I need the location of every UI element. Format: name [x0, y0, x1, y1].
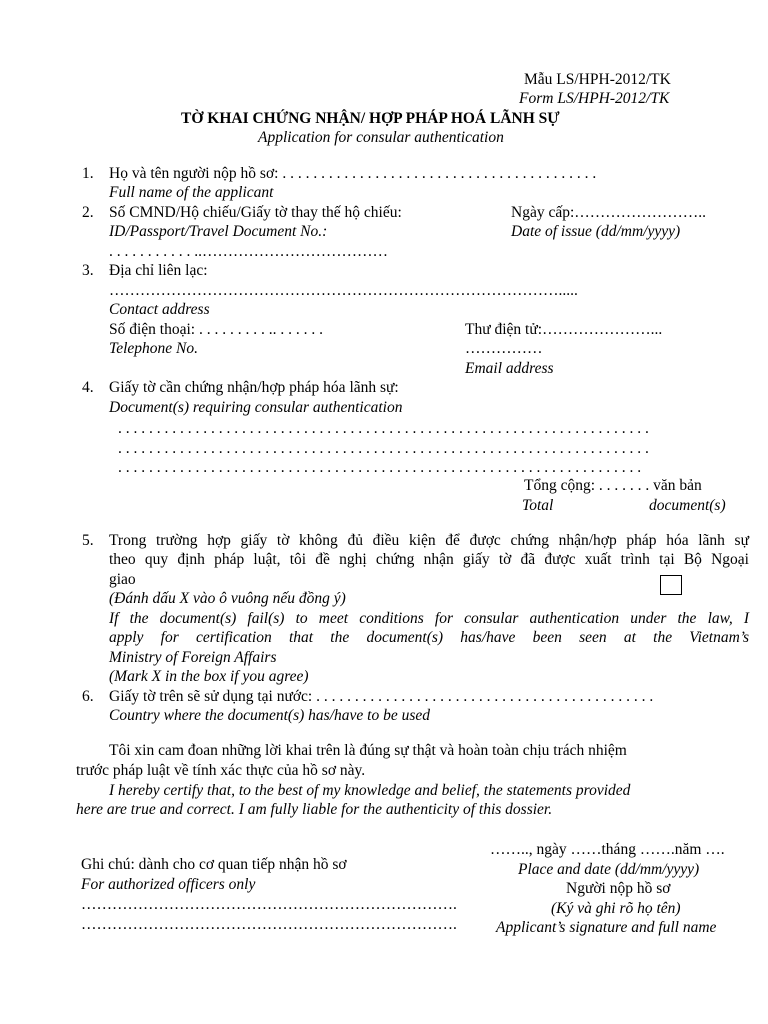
request-text-en-line-1: If the document(s) fail(s) to meet conditions for consular authentication under the law, I [109, 610, 749, 627]
declaration-en-line-1: I hereby certify that, to the best of my knowledge and belief, the statements provided [109, 782, 631, 799]
documents-line-2[interactable]: . . . . . . . . . . . . . . . . . . . . . . . . . . . . . . . . . . . . . . . . . . . . . . . . . . . . . . . . . . . . . . . . . . . . . [118, 440, 649, 457]
item-3-number: 3. [82, 262, 94, 279]
item-2-number: 2. [82, 204, 94, 221]
request-text-vi-line-3: giao [109, 571, 136, 588]
total-documents-field[interactable]: Tổng cộng: . . . . . . . văn bản [524, 477, 702, 494]
signature-note-vi: (Ký và ghi rõ họ tên) [551, 900, 681, 917]
form-code-vi: Mẫu LS/HPH-2012/TK [524, 71, 671, 88]
request-text-en-line-2: apply for certification that the document(s) has/have been seen at the Vietnam’s [109, 629, 749, 646]
id-number-field[interactable]: . . . . . . . . . . . ..……………………………… [109, 243, 388, 260]
place-date-field[interactable]: …….., ngày ……tháng …….năm …. [490, 841, 725, 858]
date-of-issue-field[interactable]: Ngày cấp:…………………….. [511, 204, 707, 221]
agree-checkbox[interactable] [660, 575, 682, 595]
documents-line-3[interactable]: . . . . . . . . . . . . . . . . . . . . . . . . . . . . . . . . . . . . . . . . . . . . . . . . . . . . . . . . . . . . . . . . . . . . [118, 459, 642, 476]
destination-country-field[interactable]: Giấy tờ trên sẽ sử dụng tại nước: . . . . . . . . . . . . . . . . . . . . . . . . . . . . . . . . . . . . . . . . . . . . [109, 688, 654, 705]
item-4-number: 4. [82, 379, 94, 396]
form-title-vi: TỜ KHAI CHỨNG NHẬN/ HỢP PHÁP HOÁ LÃNH SỰ [181, 110, 560, 127]
contact-address-label-en: Contact address [109, 301, 210, 318]
telephone-label-en: Telephone No. [109, 340, 198, 357]
request-text-vi-line-1: Trong trường hợp giấy tờ không đủ điều kiện để được chứng nhận/hợp pháp hóa lãnh sự [109, 532, 749, 549]
documents-line-1[interactable]: . . . . . . . . . . . . . . . . . . . . . . . . . . . . . . . . . . . . . . . . . . . . . . . . . . . . . . . . . . . . . . . . . . . . . [118, 420, 649, 437]
date-of-issue-label-en: Date of issue (dd/mm/yyyy) [511, 223, 681, 240]
request-text-en-line-3: Ministry of Foreign Affairs [109, 649, 277, 666]
official-note-line-2[interactable]: ………………………………………………………………. [81, 916, 457, 933]
telephone-field[interactable]: Số điện thoại: . . . . . . . . . .. . . . . . . [109, 321, 323, 338]
documents-label-en: Document(s) requiring consular authentication [109, 399, 403, 416]
id-number-label-vi: Số CMND/Hộ chiếu/Giấy tờ thay thế hộ chiếu: [109, 204, 402, 221]
documents-unit-label-en: document(s) [649, 497, 726, 514]
contact-address-label-vi: Địa chỉ liên lạc: [109, 262, 208, 279]
official-note-vi: Ghi chú: dành cho cơ quan tiếp nhận hồ sơ [81, 856, 347, 873]
email-field[interactable]: Thư điện tử:…………………... [465, 321, 663, 338]
checkbox-note-vi: (Đánh dấu X vào ô vuông nếu đồng ý) [109, 590, 346, 607]
applicant-label-vi: Người nộp hồ sơ [566, 880, 671, 897]
declaration-en-line-2: here are true and correct. I am fully liable for the authenticity of this dossier. [76, 801, 553, 818]
item-5-number: 5. [82, 532, 94, 549]
email-field-continued[interactable]: …………… [465, 340, 543, 357]
full-name-label-en: Full name of the applicant [109, 184, 274, 201]
id-number-label-en: ID/Passport/Travel Document No.: [109, 223, 328, 240]
declaration-vi-line-1: Tôi xin cam đoan những lời khai trên là đúng sự thật và hoàn toàn chịu trách nhiệm [109, 742, 627, 759]
request-text-vi-line-2: theo quy định pháp luật, tôi đề nghị chứng nhận giấy tờ đã được xuất trình tại Bộ Ngoại [109, 551, 749, 568]
signature-label-en: Applicant’s signature and full name [496, 919, 717, 936]
contact-address-field[interactable]: ……………………………………………………………………………..... [109, 282, 578, 299]
official-note-line-1[interactable]: ………………………………………………………………. [81, 896, 457, 913]
official-note-en: For authorized officers only [81, 876, 256, 893]
declaration-vi-line-2: trước pháp luật về tính xác thực của hồ sơ này. [76, 762, 366, 779]
form-title-en: Application for consular authentication [258, 129, 504, 146]
form-code-en: Form LS/HPH-2012/TK [519, 90, 670, 107]
documents-label-vi: Giấy tờ cần chứng nhận/hợp pháp hóa lãnh sự: [109, 379, 399, 396]
place-date-label-en: Place and date (dd/mm/yyyy) [518, 861, 700, 878]
total-label-en: Total [522, 497, 554, 514]
full-name-field[interactable]: Họ và tên người nộp hồ sơ: . . . . . . . . . . . . . . . . . . . . . . . . . . . . . . . . . . . . . . . . . [109, 165, 597, 182]
destination-country-label-en: Country where the document(s) has/have to be used [109, 707, 430, 724]
item-1-number: 1. [82, 165, 94, 182]
item-6-number: 6. [82, 688, 94, 705]
checkbox-note-en: (Mark X in the box if you agree) [109, 668, 309, 685]
email-label-en: Email address [465, 360, 554, 377]
